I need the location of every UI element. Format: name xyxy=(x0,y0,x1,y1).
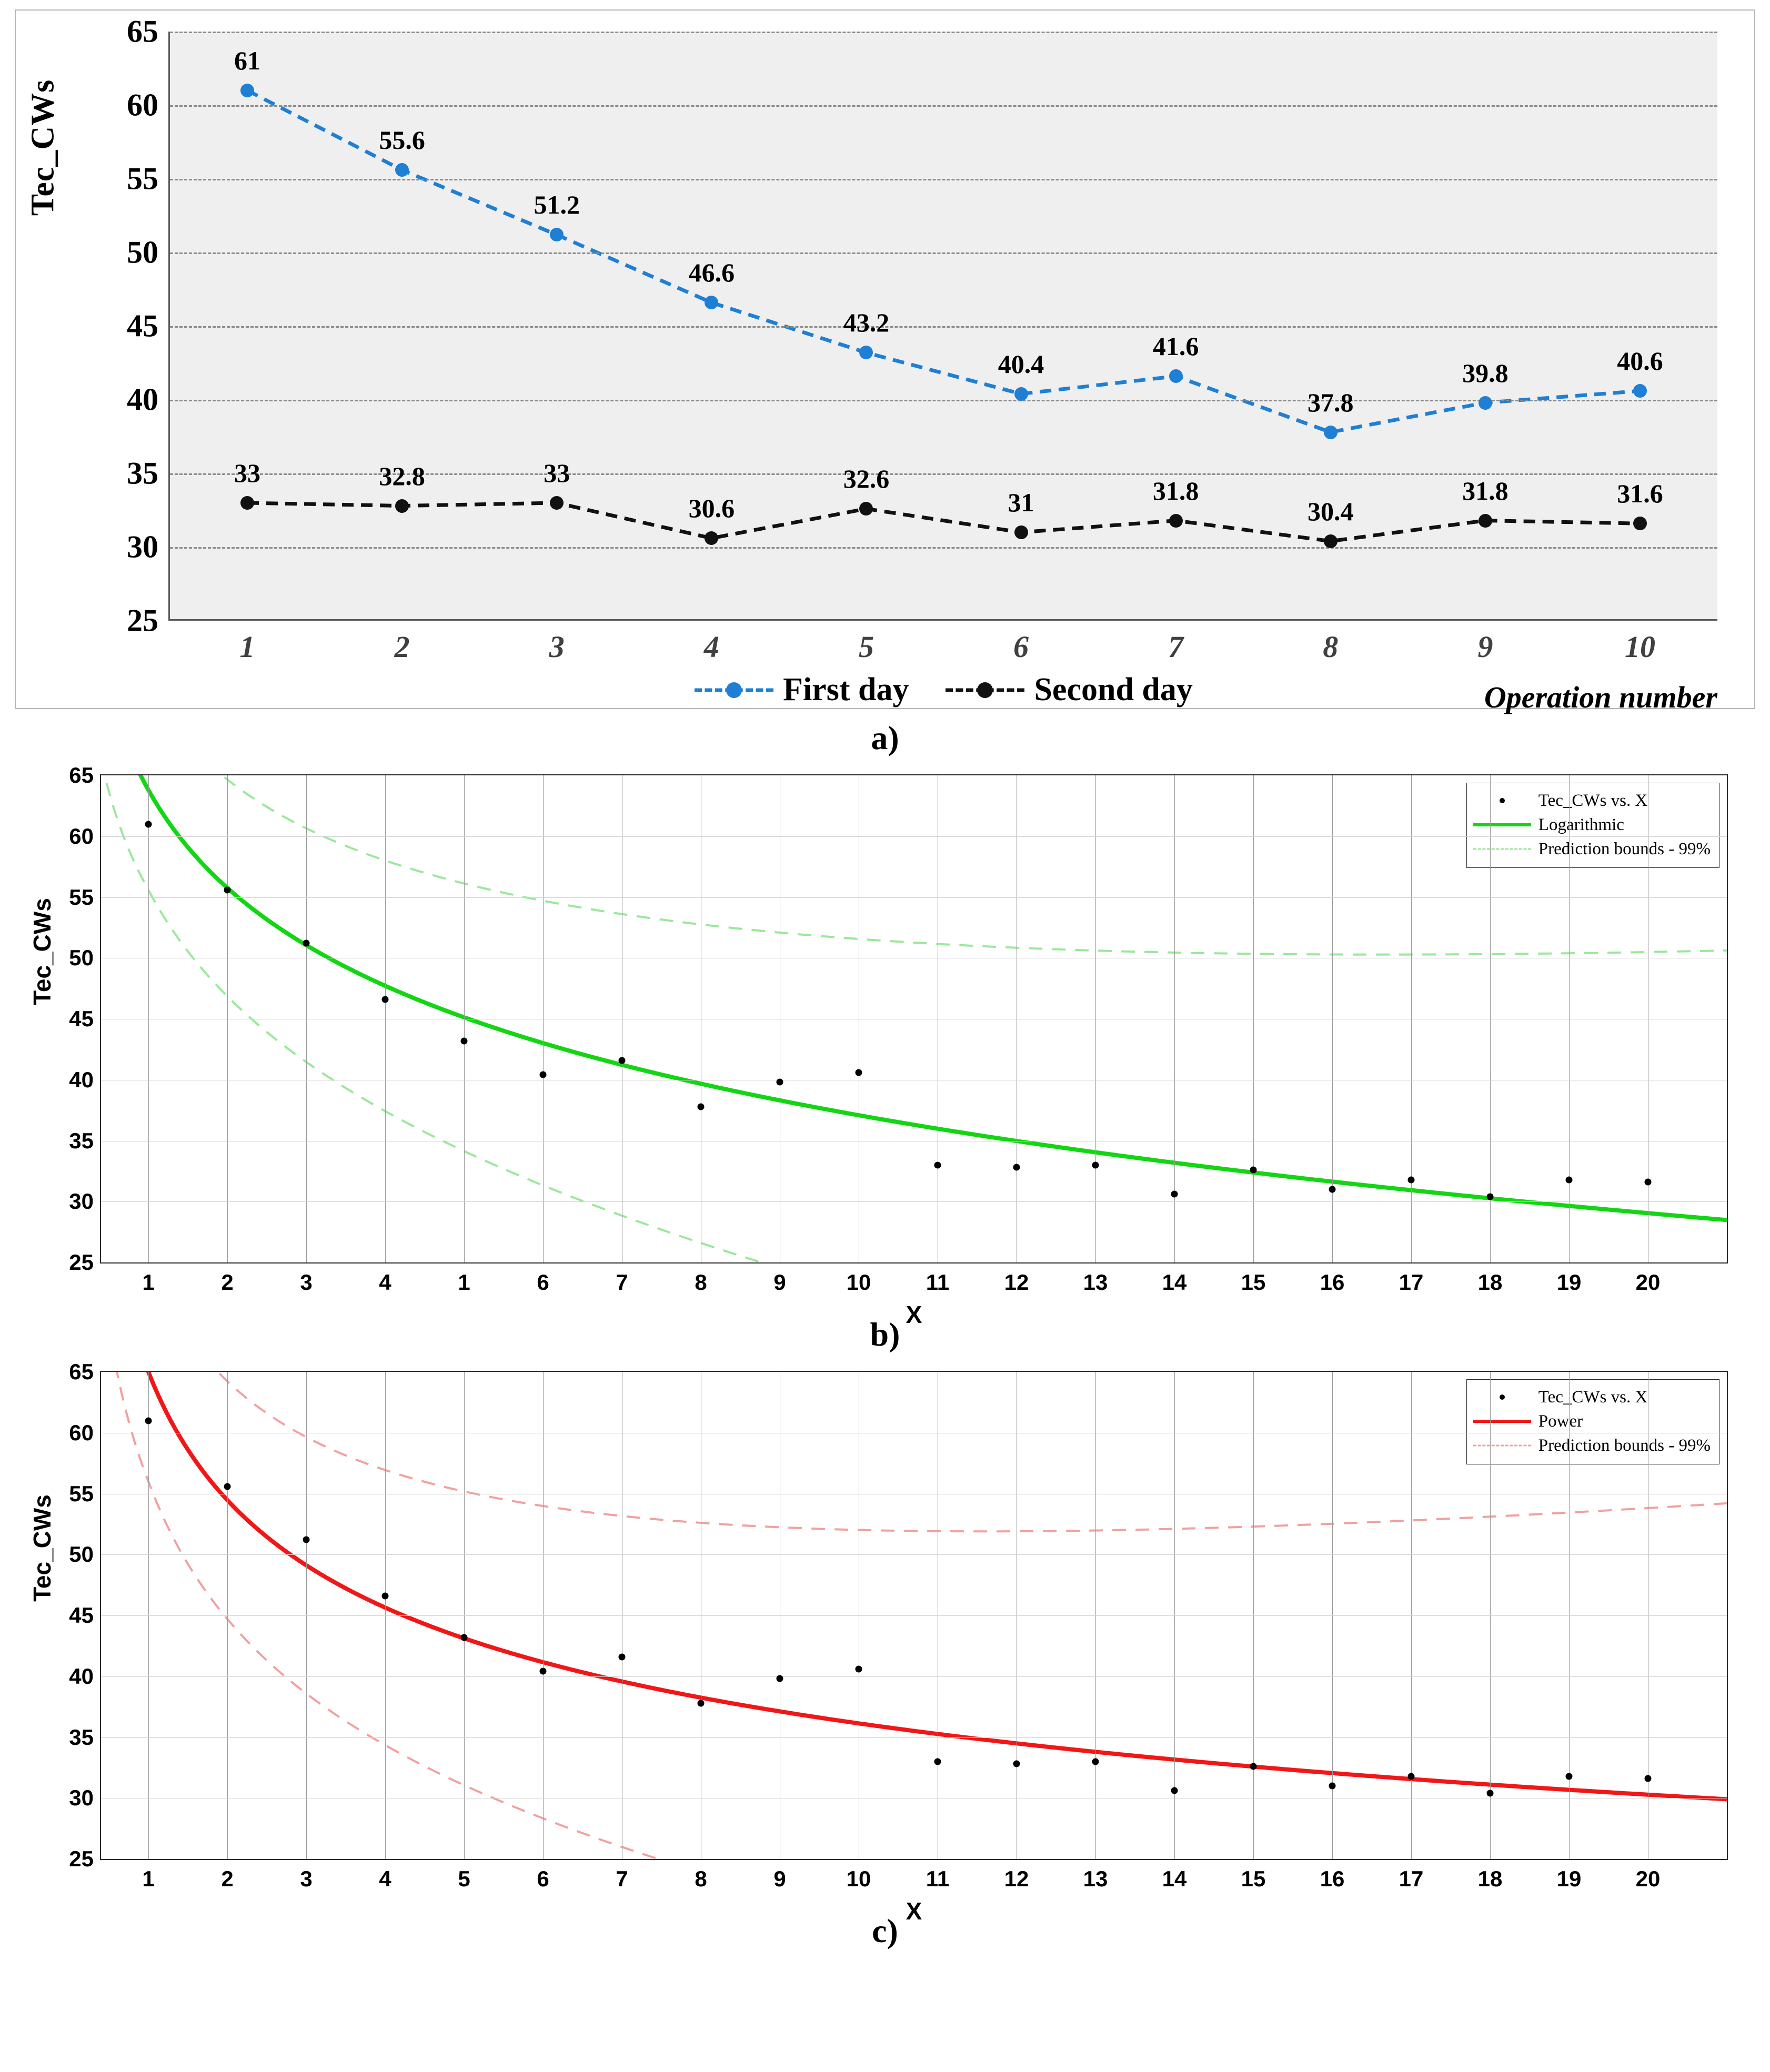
legend-item-first-day xyxy=(695,671,909,709)
scatter-point xyxy=(145,1417,152,1424)
x-tick-label: 18 xyxy=(1477,1866,1503,1891)
grid-line-horizontal xyxy=(101,1676,1727,1677)
legend-label-first-day: First day xyxy=(783,672,909,707)
panel-a-data-label: 40.6 xyxy=(1617,346,1663,376)
scatter-point xyxy=(618,1653,625,1660)
x-tick-label: 20 xyxy=(1635,1866,1661,1891)
x-tick-label: 14 xyxy=(1162,1270,1187,1295)
scatter-point xyxy=(540,1668,547,1675)
scatter-point xyxy=(1092,1161,1099,1168)
scatter-point xyxy=(856,1665,862,1672)
legend-label-points: Tec_CWs vs. X xyxy=(1538,1387,1648,1407)
panel-a-series-line xyxy=(247,503,1640,541)
scatter-point xyxy=(1171,1787,1178,1794)
panel-b-y-axis-title xyxy=(26,898,58,1005)
panel-c-y-axis-title xyxy=(26,1494,58,1602)
legend-item-fit xyxy=(1473,1409,1711,1433)
x-tick-label: 9 xyxy=(773,1270,786,1295)
panel-a-x-tick: 4 xyxy=(703,630,719,664)
x-tick-label: 1 xyxy=(458,1270,470,1295)
scatter-point xyxy=(461,1037,468,1044)
panel-a-x-tick: 5 xyxy=(858,630,874,664)
x-tick-label: 15 xyxy=(1241,1866,1266,1891)
legend-marker-point xyxy=(1473,1391,1531,1403)
scatter-point xyxy=(1645,1179,1652,1186)
scatter-point xyxy=(1487,1193,1494,1200)
grid-line-horizontal xyxy=(101,1737,1727,1738)
scatter-point xyxy=(618,1057,625,1064)
y-tick-label: 60 xyxy=(69,1420,94,1445)
x-tick-label: 7 xyxy=(616,1270,628,1295)
panel-a-gridline xyxy=(170,252,1717,254)
chart-panel-b xyxy=(21,763,1749,1328)
y-tick-label: 60 xyxy=(69,823,94,848)
scatter-point xyxy=(224,886,231,893)
scatter-point xyxy=(382,1592,389,1599)
panel-a-gridline xyxy=(170,326,1717,328)
panel-a-x-tick: 8 xyxy=(1323,630,1339,664)
panel-a-data-point xyxy=(859,502,873,516)
scatter-point xyxy=(1329,1186,1336,1193)
grid-line-horizontal xyxy=(101,1554,1727,1555)
scatter-point xyxy=(777,1675,783,1682)
panel-a-x-tick: 9 xyxy=(1477,630,1493,664)
legend-label-bounds: Prediction bounds - 99% xyxy=(1538,1436,1711,1455)
x-tick-label: 18 xyxy=(1477,1270,1503,1295)
panel-c-y-axis-title-text: Tec_CWs xyxy=(28,1494,56,1602)
panel-a-x-tick: 1 xyxy=(239,630,255,664)
legend-marker-fit xyxy=(1473,819,1531,831)
x-tick-label: 1 xyxy=(142,1270,155,1295)
x-tick-label: 12 xyxy=(1004,1270,1029,1295)
panel-c-legend xyxy=(1466,1379,1719,1464)
scatter-point xyxy=(698,1700,705,1706)
panel-a-data-point xyxy=(1479,396,1492,410)
scatter-point xyxy=(1645,1775,1652,1782)
x-tick-label: 17 xyxy=(1399,1866,1424,1891)
panel-a-x-tick: 2 xyxy=(394,630,410,664)
legend-label-bounds: Prediction bounds - 99% xyxy=(1538,839,1711,858)
scatter-point xyxy=(303,1537,310,1543)
x-tick-label: 12 xyxy=(1004,1866,1029,1891)
scatter-point xyxy=(1408,1773,1415,1780)
y-tick-label: 45 xyxy=(69,1603,94,1628)
y-tick-label: 25 xyxy=(69,1846,94,1871)
scatter-point xyxy=(1408,1176,1415,1183)
scatter-point xyxy=(1250,1167,1257,1174)
panel-a-data-point xyxy=(1014,387,1028,401)
x-tick-label: 15 xyxy=(1241,1270,1266,1295)
panel-a-data-label: 30.6 xyxy=(688,493,735,523)
panel-a-gridline xyxy=(170,105,1717,107)
scatter-point xyxy=(777,1079,783,1086)
panel-a-data-point xyxy=(550,228,564,241)
legend-marker-point xyxy=(1473,795,1531,806)
legend-label-points: Tec_CWs vs. X xyxy=(1538,791,1648,810)
panel-a-data-label: 32.6 xyxy=(843,464,890,494)
legend-marker-fit xyxy=(1473,1416,1531,1427)
y-tick-label: 25 xyxy=(69,1250,94,1275)
x-tick-label: 19 xyxy=(1556,1270,1582,1295)
x-tick-label: 13 xyxy=(1083,1270,1108,1295)
panel-a-data-point xyxy=(1633,384,1647,398)
y-tick-label: 50 xyxy=(69,1542,94,1567)
x-tick-label: 16 xyxy=(1320,1866,1345,1891)
panel-a-data-point xyxy=(1014,525,1028,539)
panel-a-data-point xyxy=(395,163,409,177)
panel-b-plot-area xyxy=(69,763,1728,1328)
chart-panel-c xyxy=(21,1359,1749,1925)
panel-a-y-tick: 40 xyxy=(127,382,158,417)
panel-a-y-tick: 45 xyxy=(127,308,158,343)
panel-a-data-point xyxy=(1169,514,1183,528)
panel-a-data-point xyxy=(705,531,718,545)
grid-line-horizontal xyxy=(101,836,1727,837)
panel-a-y-axis-title-text: Tec_CWs xyxy=(25,79,61,216)
legend-swatch-second-day xyxy=(946,681,1024,699)
panel-a-y-tick: 65 xyxy=(127,14,158,49)
x-tick-label: 19 xyxy=(1556,1866,1582,1891)
panel-a-data-label: 61 xyxy=(234,46,261,75)
panel-a-y-tick: 25 xyxy=(127,603,158,638)
legend-item-bounds xyxy=(1473,837,1711,861)
x-tick-label: 5 xyxy=(458,1866,470,1891)
caption-a: a) xyxy=(871,719,899,756)
panel-a-data-point xyxy=(1633,517,1647,530)
panel-a-data-label: 30.4 xyxy=(1308,496,1354,526)
legend-label-second-day: Second day xyxy=(1034,672,1193,707)
legend-item-fit xyxy=(1473,813,1711,837)
x-tick-label: 11 xyxy=(926,1866,950,1891)
y-tick-label: 30 xyxy=(69,1189,94,1214)
panel-b-y-axis-title-text: Tec_CWs xyxy=(28,898,56,1005)
x-tick-label: 20 xyxy=(1635,1270,1661,1295)
y-tick-label: 35 xyxy=(69,1724,94,1750)
scatter-point xyxy=(698,1103,705,1110)
x-tick-label: 9 xyxy=(773,1866,786,1891)
x-tick-label: 6 xyxy=(537,1270,549,1295)
figure-page xyxy=(0,9,1770,1950)
panel-a-plot-area xyxy=(127,14,1717,714)
scatter-point xyxy=(1013,1164,1020,1171)
panel-a-gridline xyxy=(170,547,1717,549)
scatter-point xyxy=(934,1758,941,1765)
panel-a-data-point xyxy=(1324,426,1337,439)
panel-a-x-tick: 6 xyxy=(1013,630,1029,664)
x-tick-label: 10 xyxy=(846,1866,871,1891)
scatter-point xyxy=(145,821,152,827)
panel-a-gridline xyxy=(170,179,1717,180)
legend-item-bounds xyxy=(1473,1433,1711,1458)
panel-a-data-label: 40.4 xyxy=(998,349,1044,379)
panel-a-gridline xyxy=(170,32,1717,33)
panel-a-y-tick: 35 xyxy=(127,456,158,491)
panel-a-y-tick: 60 xyxy=(127,87,158,123)
x-tick-label: 13 xyxy=(1083,1866,1108,1891)
panel-c-x-axis-title: X xyxy=(906,1897,922,1925)
scatter-point xyxy=(1566,1773,1573,1780)
panel-a-data-point xyxy=(859,346,873,359)
x-tick-label: 2 xyxy=(221,1270,234,1295)
x-tick-label: 3 xyxy=(300,1270,313,1295)
panel-a-data-point xyxy=(1169,369,1183,383)
x-tick-label: 11 xyxy=(926,1270,950,1295)
y-tick-label: 50 xyxy=(69,945,94,971)
panel-a-y-tick: 55 xyxy=(127,161,158,196)
legend-item-points xyxy=(1473,789,1711,813)
panel-a-axis-line xyxy=(170,619,1717,621)
panel-a-y-axis-title xyxy=(27,42,59,252)
grid-line-horizontal xyxy=(101,1615,1727,1616)
x-tick-label: 2 xyxy=(221,1866,234,1891)
panel-a-series-line xyxy=(247,90,1640,432)
panel-a-data-label: 31 xyxy=(1008,488,1034,517)
scatter-point xyxy=(303,940,310,947)
panel-a-x-axis-title: Operation number xyxy=(1484,680,1717,714)
y-tick-label: 55 xyxy=(69,884,94,909)
scatter-point xyxy=(1566,1176,1573,1183)
panel-a-x-tick: 10 xyxy=(1624,630,1655,664)
x-tick-label: 3 xyxy=(300,1866,313,1891)
panel-a-data-point xyxy=(240,84,254,97)
panel-a-data-label: 51.2 xyxy=(534,190,580,220)
panel-a-x-tick: 7 xyxy=(1168,630,1184,664)
panel-a-data-label: 33 xyxy=(234,458,261,488)
caption-c: c) xyxy=(872,1912,898,1949)
panel-c-plot-area xyxy=(69,1359,1728,1925)
y-tick-label: 55 xyxy=(69,1481,94,1506)
panel-a-y-tick: 30 xyxy=(127,529,158,564)
x-tick-label: 4 xyxy=(379,1866,391,1891)
x-tick-label: 16 xyxy=(1320,1270,1345,1295)
panel-a-data-label: 55.6 xyxy=(379,125,425,155)
x-tick-label: 17 xyxy=(1399,1270,1424,1295)
chart-panel-a xyxy=(15,9,1755,714)
y-tick-label: 45 xyxy=(69,1006,94,1031)
legend-label-fit: Power xyxy=(1538,1411,1583,1431)
panel-a-data-label: 31.6 xyxy=(1617,479,1663,509)
x-tick-label: 14 xyxy=(1162,1866,1187,1891)
y-tick-label: 40 xyxy=(69,1663,94,1689)
panel-a-data-label: 41.6 xyxy=(1152,331,1199,361)
legend-marker-bounds xyxy=(1473,843,1531,855)
scatter-point xyxy=(934,1161,941,1168)
panel-a-data-label: 31.8 xyxy=(1462,476,1508,506)
scatter-point xyxy=(1013,1761,1020,1767)
grid-line-horizontal xyxy=(101,1201,1727,1202)
x-tick-label: 8 xyxy=(695,1866,707,1891)
scatter-point xyxy=(1487,1790,1494,1796)
legend-item-points xyxy=(1473,1385,1711,1409)
legend-marker-bounds xyxy=(1473,1440,1531,1451)
panel-a-data-label: 37.8 xyxy=(1308,387,1354,417)
panel-a-data-point xyxy=(1324,534,1337,548)
legend-label-fit: Logarithmic xyxy=(1538,815,1624,834)
scatter-point xyxy=(1329,1783,1336,1790)
scatter-point xyxy=(1250,1763,1257,1770)
panel-a-data-point xyxy=(705,296,718,309)
panel-a-y-tick: 50 xyxy=(127,235,158,270)
caption-b: b) xyxy=(870,1316,900,1353)
panel-a-data-point xyxy=(1479,514,1492,528)
y-tick-label: 40 xyxy=(69,1067,94,1092)
panel-a-data-label: 32.8 xyxy=(379,461,425,491)
y-tick-label: 65 xyxy=(69,763,94,787)
panel-a-data-point xyxy=(240,496,254,510)
panel-b-legend xyxy=(1466,783,1719,868)
scatter-point xyxy=(540,1072,547,1078)
scatter-point xyxy=(1092,1758,1099,1765)
y-tick-label: 65 xyxy=(69,1359,94,1384)
scatter-point xyxy=(224,1483,231,1490)
x-tick-label: 6 xyxy=(537,1866,549,1891)
panel-a-data-label: 33 xyxy=(544,458,570,488)
panel-a-data-point xyxy=(550,496,564,510)
panel-a-data-label: 39.8 xyxy=(1462,358,1508,388)
scatter-point xyxy=(461,1634,468,1641)
scatter-point xyxy=(856,1069,862,1076)
panel-b-x-axis-title: X xyxy=(906,1301,922,1328)
x-tick-label: 8 xyxy=(695,1270,707,1295)
panel-a-data-label: 43.2 xyxy=(843,308,890,338)
x-tick-label: 1 xyxy=(142,1866,155,1891)
panel-a-x-tick: 3 xyxy=(549,630,565,664)
panel-a-data-label: 31.8 xyxy=(1152,476,1199,506)
panel-a-data-label: 46.6 xyxy=(688,258,735,288)
scatter-point xyxy=(382,996,389,1003)
scatter-point xyxy=(1171,1191,1178,1198)
x-tick-label: 10 xyxy=(846,1270,871,1295)
y-tick-label: 35 xyxy=(69,1128,94,1153)
x-tick-label: 4 xyxy=(379,1270,391,1295)
legend-item-second-day xyxy=(946,671,1192,709)
panel-a-data-point xyxy=(395,499,409,513)
grid-line-horizontal xyxy=(101,897,1727,898)
y-tick-label: 30 xyxy=(69,1785,94,1811)
legend-swatch-first-day xyxy=(695,681,773,699)
x-tick-label: 7 xyxy=(616,1866,628,1891)
